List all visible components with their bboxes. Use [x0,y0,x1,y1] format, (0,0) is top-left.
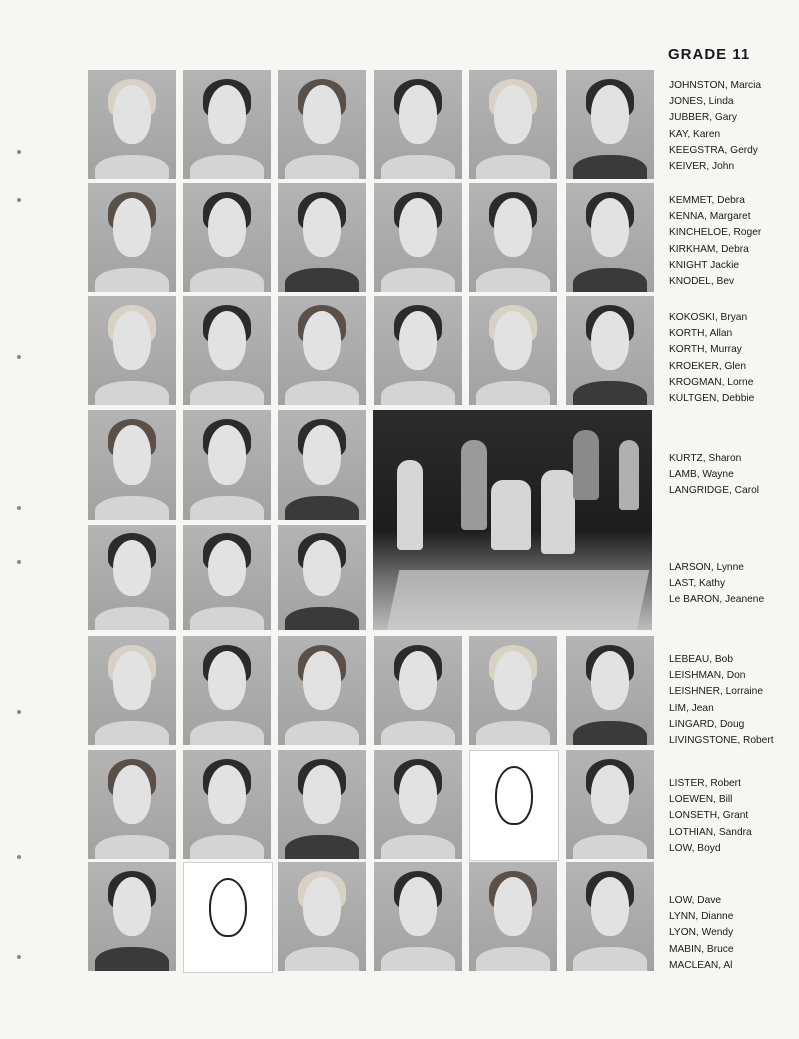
portrait-head [303,765,342,824]
portrait-body [476,268,550,292]
binder-hole [17,560,21,564]
student-portrait [88,636,176,745]
student-portrait [566,636,654,745]
portrait-body [95,721,169,745]
portrait-head [303,540,342,597]
portrait-head [494,877,533,936]
student-portrait [278,750,366,859]
student-portrait [183,410,271,520]
portrait-head [113,877,152,936]
student-name: KROEKER, Glen [669,360,746,372]
student-name: JOHNSTON, Marcia [669,80,762,91]
portrait-head [591,877,630,936]
portrait-body [95,835,169,859]
student-name: KOKOSKI, Bryan [669,312,748,323]
student-name: KNIGHT Jackie [669,259,740,271]
student-name: LOW, Dave [669,895,722,906]
student-name: LOEWEN, Bill [669,794,733,806]
student-portrait [469,70,557,179]
student-portrait [278,70,366,179]
portrait-body [476,721,550,745]
student-name: KNODEL, Bev [669,276,735,288]
student-name: LEISHMAN, Don [669,670,746,682]
student-portrait [183,183,271,292]
portrait-head [113,198,152,257]
student-name: KEIVER, John [669,161,735,173]
portrait-head [113,311,152,370]
portrait-body [190,835,264,859]
gym-figure [397,460,423,550]
student-portrait [374,636,462,745]
name-list [669,652,774,749]
gym-mat [387,570,650,630]
portrait-body [190,721,264,745]
portrait-head [591,311,630,370]
student-portrait [278,410,366,520]
student-name: LAMB, Wayne [669,469,734,481]
student-name: JONES, Linda [669,96,734,108]
student-name: KAY, Karen [669,128,721,140]
binder-hole [17,198,21,202]
portrait-body [190,268,264,292]
portrait-body [573,721,647,745]
binder-hole [17,955,21,959]
page-heading: GRADE 11 [668,46,751,63]
student-portrait [566,862,654,971]
portrait-body [190,496,264,520]
candid-gym-photo [373,410,652,630]
portrait-body [285,721,359,745]
student-portrait [88,70,176,179]
portrait-body [95,155,169,179]
portrait-head [591,85,630,144]
portrait-head [113,651,152,710]
student-portrait [88,296,176,405]
portrait-body [381,835,455,859]
gym-figure [461,440,487,530]
portrait-body [476,381,550,405]
student-portrait [278,296,366,405]
portrait-head [303,877,342,936]
portrait-head [209,878,248,937]
portrait-body [95,496,169,520]
name-list [669,893,734,974]
portrait-body [190,381,264,405]
student-name: KEMMET, Debra [669,195,745,206]
student-portrait [566,750,654,859]
student-portrait [374,862,462,971]
portrait-body [95,607,169,630]
portrait-body [573,155,647,179]
portrait-head [399,877,438,936]
portrait-head [303,198,342,257]
portrait-head [494,198,533,257]
name-list [669,451,759,500]
student-portrait [374,296,462,405]
student-portrait [469,296,557,405]
student-portrait [183,750,271,859]
student-portrait [183,70,271,179]
student-name: KIRKHAM, Debra [669,243,749,255]
student-name: LYNN, Dianne [669,911,734,923]
name-list [669,560,764,609]
student-name: LOW, Boyd [669,842,721,854]
binder-hole [17,855,21,859]
portrait-head [208,85,247,144]
portrait-body [476,155,550,179]
student-name: KULTGEN, Debbie [669,393,755,405]
student-name: Le BARON, Jeanene [669,594,765,606]
portrait-head [303,311,342,370]
portrait-head [591,651,630,710]
student-name: MABIN, Bruce [669,943,734,955]
portrait-head [399,311,438,370]
portrait-head [113,540,152,597]
portrait-head [208,311,247,370]
student-portrait [88,410,176,520]
portrait-head [208,540,247,597]
student-portrait [88,750,176,859]
portrait-body [190,155,264,179]
binder-hole [17,506,21,510]
student-name: LYON, Wendy [669,927,734,939]
name-list [669,193,761,290]
name-list [669,310,754,407]
student-portrait [183,296,271,405]
portrait-head [113,425,152,484]
portrait-head [303,85,342,144]
portrait-head [399,651,438,710]
portrait-head [399,198,438,257]
student-portrait [469,862,557,971]
student-name: KORTH, Allan [669,328,733,340]
portrait-body [95,381,169,405]
student-portrait [566,183,654,292]
student-portrait [278,183,366,292]
gym-figure [619,440,639,510]
student-portrait [566,296,654,405]
gym-figure [573,430,599,500]
student-portrait [88,862,176,971]
student-name: KENNA, Margaret [669,211,751,223]
cartoon-portrait [183,862,273,973]
student-portrait [469,183,557,292]
student-portrait [278,862,366,971]
student-name: JUBBER, Gary [669,112,737,124]
student-name: MACLEAN, Al [669,959,733,971]
portrait-body [285,496,359,520]
portrait-head [208,651,247,710]
portrait-body [573,947,647,971]
portrait-body [573,268,647,292]
student-name: LANGRIDGE, Carol [669,485,760,497]
portrait-head [591,765,630,824]
portrait-body [381,268,455,292]
name-list [669,776,752,857]
portrait-head [494,85,533,144]
student-portrait [278,525,366,630]
gym-figure [491,480,531,550]
portrait-head [113,765,152,824]
student-name: LAST, Kathy [669,578,726,590]
name-list [669,78,761,175]
portrait-body [573,381,647,405]
portrait-body [285,381,359,405]
portrait-body [381,947,455,971]
portrait-head [591,198,630,257]
portrait-body [381,721,455,745]
portrait-head [208,765,247,824]
binder-hole [17,355,21,359]
portrait-head [495,766,534,825]
student-name: KINCHELOE, Roger [669,227,762,239]
student-portrait [469,636,557,745]
portrait-body [285,947,359,971]
portrait-head [494,651,533,710]
portrait-head [303,651,342,710]
portrait-body [476,947,550,971]
student-name: KURTZ, Sharon [669,453,742,464]
student-name: LEBEAU, Bob [669,654,733,665]
student-portrait [278,636,366,745]
student-name: LOTHIAN, Sandra [669,826,752,838]
portrait-body [190,607,264,630]
portrait-head [494,311,533,370]
student-name: LINGARD, Doug [669,718,745,730]
portrait-body [285,607,359,630]
student-portrait [566,70,654,179]
portrait-body [573,835,647,859]
portrait-head [208,425,247,484]
portrait-body [285,835,359,859]
portrait-body [381,381,455,405]
student-name: KEEGSTRA, Gerdy [669,144,758,156]
student-name: LARSON, Lynne [669,562,744,573]
student-name: KROGMAN, Lorne [669,376,754,388]
student-portrait [88,183,176,292]
portrait-head [208,198,247,257]
portrait-head [303,425,342,484]
student-portrait [374,750,462,859]
student-name: LISTER, Robert [669,778,741,789]
student-portrait [374,70,462,179]
student-name: KORTH, Murray [669,344,742,356]
binder-hole [17,150,21,154]
portrait-head [399,85,438,144]
portrait-head [113,85,152,144]
portrait-body [285,268,359,292]
student-portrait [88,525,176,630]
gym-figure [541,470,575,554]
student-name: LEISHNER, Lorraine [669,686,763,698]
student-name: LONSETH, Grant [669,810,749,822]
portrait-body [285,155,359,179]
portrait-body [381,155,455,179]
student-name: LIVINGSTONE, Robert [669,735,774,747]
student-portrait [183,636,271,745]
portrait-body [95,947,169,971]
cartoon-portrait [469,750,559,861]
portrait-body [95,268,169,292]
student-portrait [374,183,462,292]
portrait-head [399,765,438,824]
student-portrait [183,525,271,630]
student-name: LIM, Jean [669,702,714,714]
binder-hole [17,710,21,714]
